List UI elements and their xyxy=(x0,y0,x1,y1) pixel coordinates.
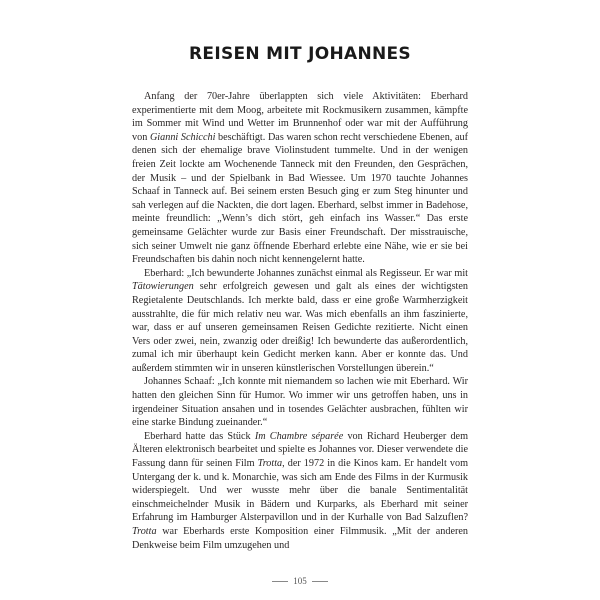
paragraph-1 xyxy=(132,90,468,267)
page-footer xyxy=(0,576,600,586)
folio-rule-right xyxy=(312,581,328,582)
text-run: beschäftigt. Das waren schon recht verschiedene Ebenen, auf denen sich der ehemalige brave Violinstudent tummelte. Und in der wenigen freien Zeit lockte am Wochenende Tanneck mit den Freunden, den Gesprächen, der Musik – und der Spielbank in Bad Wiessee. Um 1970 tauchte Johannes Schaaf in Tanneck auf. Bei seinem ersten Besuch ging er zum Steg hinunter und sah verlegen auf die Nackten, die dort lagen. Eberhard, selbst immer in Badehose, meinte freundlich: „Wenn’s dich stört, geh einfach ins Wasser.“ Das erste gemeinsame Gelächter wurde zur Basis einer Freundschaft. Der misstrauische, sich seiner Umwelt nie ganz öffnende Eberhard erlebte eine Nähe, wie er sie bei Freundschaften bis dahin noch nicht kennengelernt hatte. xyxy=(132,131,469,266)
text-run: Eberhard: „Ich bewunderte Johannes zunächst einmal als Regisseur. Er war mit xyxy=(144,267,468,279)
chapter-title: REISEN MIT JOHANNES xyxy=(189,44,411,64)
text-run: von Richard Heuberger dem Älteren elektronisch bearbeitet und spielte es Johannes vor. Dieser verwendete die Fassung dann für seinen Film xyxy=(132,430,468,470)
text-run: Anfang der 70er-Jahre überlappten sich viele Aktivitäten: Eberhard experimentierte mit dem Moog, arbeitete mit Rockmusikern zusammen, kämpfte im Sommer mit Wind und Wetter im Brunnenhof oder war mit der Aufführung von xyxy=(132,91,468,143)
text-run: Johannes Schaaf: „Ich konnte mit niemandem so lachen wie mit Eberhard. Wir hatten den gleichen Sinn für Humor. Wo immer wir uns getroffen haben, uns in irgendeiner Situation ansahen und in tosendes Gelächter ausbrachen, fühlten wir eine starke Bindung zueinander.“ xyxy=(132,376,468,429)
folio-rule-left xyxy=(272,581,288,582)
italic-title-im-chambre-separee: Im Chambre séparée xyxy=(254,430,344,442)
text-run: war Eberhards erste Komposition einer Filmmusik. „Mit der anderen Denkweise beim Film umzugehen und xyxy=(132,526,468,551)
paragraph-4 xyxy=(132,430,468,552)
paragraph-3 xyxy=(132,375,468,429)
body-text xyxy=(132,90,468,552)
italic-title-trotta: Trotta xyxy=(132,526,157,537)
text-run: sehr erfolgreich gewesen und galt als eines der wichtigsten Regietalente Deutschlands. Ich merkte bald, dass er eine große Warmherzigkeit ausstrahlte, die für mich relativ neu war. Was mich ebenfalls an ihm faszinierte, war, dass er auf unseren gemeinsamen Reisen Gedichte rezitierte. Nicht einen Vers oder zwei, nein, zwanzig oder dreißig! Ich bewunderte das außerordentlich, zumal ich mir überhaupt kein Gedicht merken kann. Aber er konnte das. Und außerdem stimmten wir in unseren künstlerischen Vorstellungen überein.“ xyxy=(132,281,468,374)
italic-title-taetowierungen: Tätowierungen xyxy=(132,281,194,293)
paragraph-2 xyxy=(132,267,468,376)
italic-title-trotta: Trotta xyxy=(257,458,283,470)
italic-title-gianni-schicchi: Gianni Schicchi xyxy=(149,131,216,143)
page-number: 105 xyxy=(293,576,307,586)
text-run: , der 1972 in die Kinos kam. Er handelt vom Untergang der k. und k. Monarchie, was sich am Ende des Films in der Kurmusik widerspiegelt. Und wer wusste mehr über die banale Sentimentalität einschmeichelnder Musik in Bädern und Kurparks, als Eberhard mit seiner Erfahrung im Hamburger Alsterpavillon und in der Kurhalle von Bad Salzuflen? xyxy=(132,458,468,524)
text-run: Eberhard hatte das Stück xyxy=(144,430,255,442)
